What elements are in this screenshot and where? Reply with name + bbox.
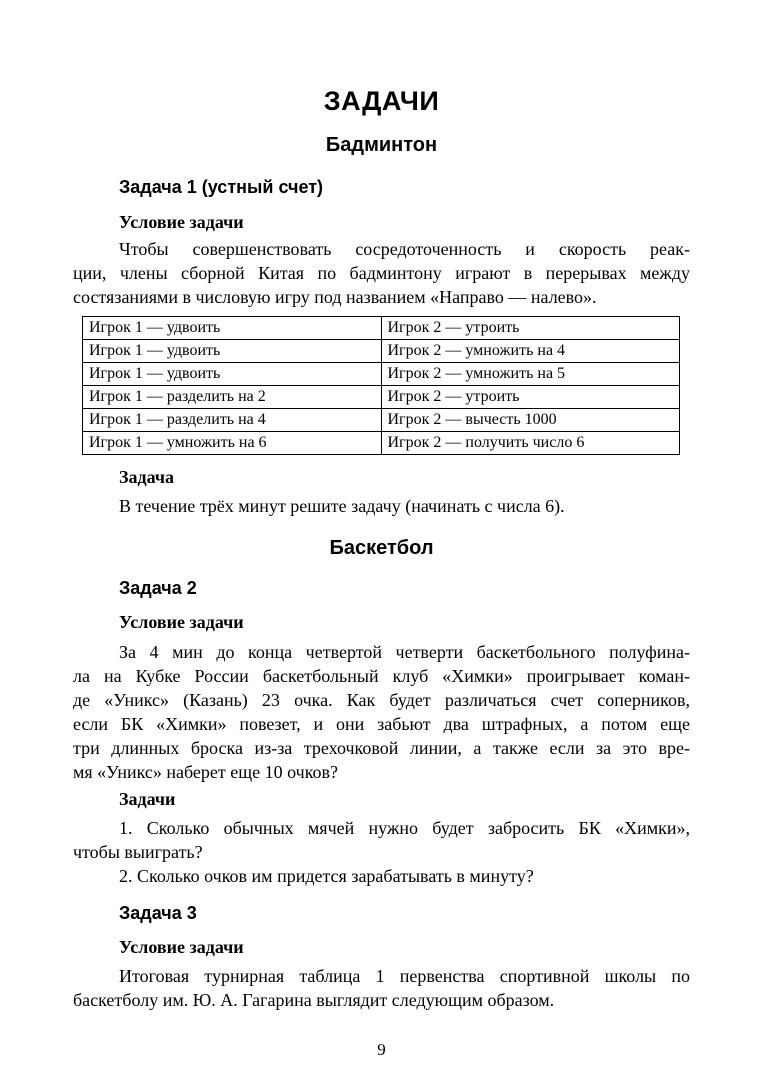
- table-row: [83, 363, 680, 386]
- task3-condition-heading: Условие задачи: [119, 937, 244, 957]
- task2-question-1: 1. Сколько обычных мячей нужно будет забросить БК «Химки»,: [119, 818, 690, 838]
- task2-condition-line-2: ла на Кубке России баскетбольный клуб «Химки» проигрывает коман-: [73, 666, 690, 686]
- table-cell: Игрок 2 — утроить: [381, 386, 680, 409]
- task2-condition-line-3: де «Уникс» (Казань) 23 очка. Как будет различаться счет соперников,: [73, 690, 690, 710]
- game-rules-table: [82, 316, 680, 455]
- task1-task-heading: Задача: [119, 467, 175, 487]
- table-row: [83, 340, 680, 363]
- table-cell: Игрок 2 — умножить на 5: [381, 363, 680, 386]
- task3-condition-line-2: баскетболу им. Ю. А. Гагарина выглядит следующим образом.: [73, 990, 555, 1010]
- task2-condition-heading: Условие задачи: [119, 612, 244, 632]
- task1-condition-heading: Условие задачи: [119, 212, 244, 232]
- table-cell: Игрок 1 — удвоить: [83, 340, 382, 363]
- task2-condition-line-5: три длинных броска из-за трехочковой линии, а также если за это вре-: [73, 738, 690, 758]
- task3-condition-line-1: Итоговая турнирная таблица 1 первенства спортивной школы по: [119, 966, 690, 986]
- task1-heading: Задача 1 (устный счет): [119, 177, 324, 197]
- table-cell: Игрок 1 — удвоить: [83, 317, 382, 340]
- task2-condition-line-6: мя «Уникс» наберет еще 10 очков?: [73, 762, 339, 782]
- task1-condition-line-1: Чтобы совершенствовать сосредоточенность и скорость реак-: [119, 239, 690, 259]
- task3-heading: Задача 3: [119, 903, 197, 923]
- task2-heading: Задача 2: [119, 578, 197, 598]
- table-cell: Игрок 1 — разделить на 2: [83, 386, 382, 409]
- table-cell: Игрок 2 — вычесть 1000: [381, 409, 680, 432]
- task2-question-2: 2. Сколько очков им придется зарабатывать в минуту?: [119, 866, 534, 886]
- section-heading-basketball: Баскетбол: [329, 537, 434, 559]
- table-cell: Игрок 1 — удвоить: [83, 363, 382, 386]
- task1-task-text: В течение трёх минут решите задачу (начинать с числа 6).: [119, 496, 565, 516]
- page-number: 9: [377, 1040, 386, 1059]
- table-cell: Игрок 1 — умножить на 6: [83, 432, 382, 455]
- task2-question-1-cont: чтобы выиграть?: [73, 842, 203, 862]
- task1-condition-line-2: ции, члены сборной Китая по бадминтону играют в перерывах между: [73, 263, 690, 283]
- task2-tasks-heading: Задачи: [119, 789, 176, 809]
- task2-condition-line-4: если БК «Химки» повезет, и они забьют два штрафных, а потом еще: [73, 714, 690, 734]
- table-cell: Игрок 2 — получить число 6: [381, 432, 680, 455]
- task2-condition-line-1: За 4 мин до конца четвертой четверти баскетбольного полуфина-: [119, 642, 690, 662]
- table-row: [83, 317, 680, 340]
- table-row: [83, 409, 680, 432]
- table-cell: Игрок 1 — разделить на 4: [83, 409, 382, 432]
- section-heading-badminton: Бадминтон: [325, 134, 438, 156]
- table-cell: Игрок 2 — умножить на 4: [381, 340, 680, 363]
- page-title: ЗАДАЧИ: [323, 86, 440, 116]
- task1-condition-line-3: состязаниями в числовую игру под названием «Направо — налево».: [73, 287, 597, 307]
- table-row: [83, 432, 680, 455]
- table-row: [83, 386, 680, 409]
- table-cell: Игрок 2 — утроить: [381, 317, 680, 340]
